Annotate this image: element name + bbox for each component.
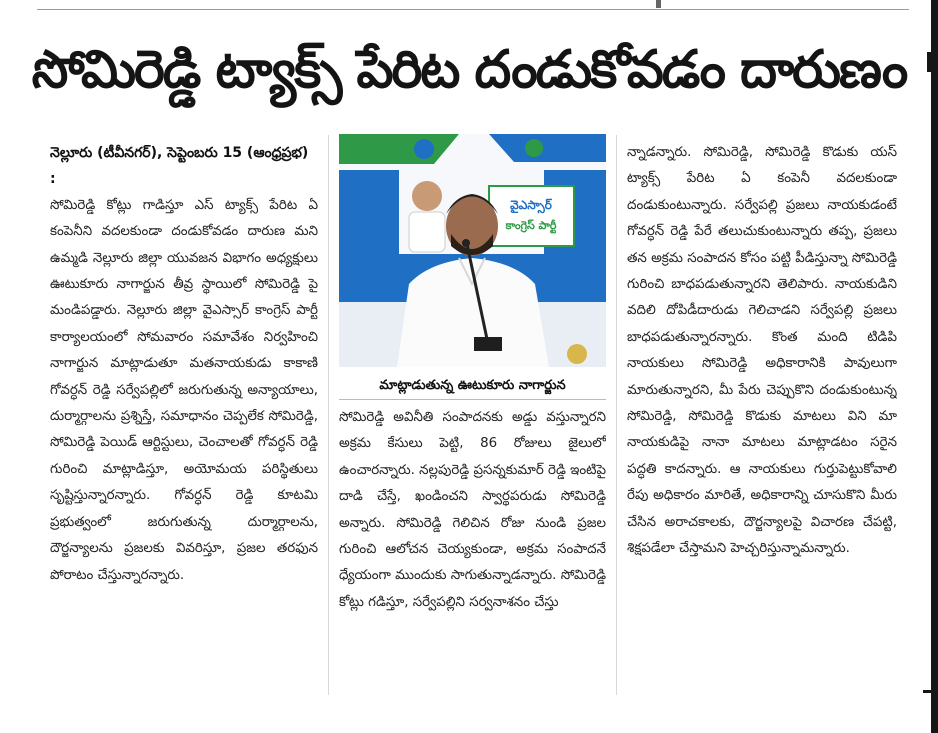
top-mark bbox=[656, 0, 661, 8]
page-edge-stub bbox=[923, 690, 931, 693]
headline: సోమిరెడ్డి ట్యాక్స్ పేరిట దండుకోవడం దారుణం bbox=[31, 40, 907, 100]
column-gutter bbox=[328, 135, 329, 695]
column-2-text: సోమిరెడ్డి అవినీతి సంపాదనకు అడ్డు వస్తున్నారని అక్రమ కేసులు పెట్టి, 86 రోజులు జైలులో ఉంచారన్నారు. నల్లపురెడ్డి ప్రసన్నకుమార్ రెడ్డి ఇంటిపై దాడి చేస్తే, ఖండించని స్వార్థపరుడు సోమిరెడ్డి అన్నారు. సోమిరెడ్డి గెలిచిన రోజు నుండి ప్రజల గురించి ఆలోచన చెయ్యకుండా, అక్రమ సంపాదనే ధ్యేయంగా ముందుకు సాగుతున్నాడన్నారు. సోమిరెడ్డి కోట్లు గడిస్తూ, సర్వేపల్లిని సర్వనాశనం చేస్తు bbox=[339, 410, 606, 610]
article-column-2 bbox=[339, 405, 606, 695]
top-rule bbox=[37, 9, 909, 10]
speaker-photo-illustration bbox=[339, 134, 606, 367]
article-column-3 bbox=[627, 140, 897, 700]
caption-rule bbox=[339, 399, 606, 400]
column-gutter bbox=[616, 135, 617, 695]
article-photo bbox=[339, 134, 606, 367]
photo-caption: మాట్లాడుతున్న ఊటుకూరు నాగార్జున bbox=[379, 378, 566, 393]
banner-text-1: వైఎస్సార్ bbox=[510, 198, 552, 212]
column-3-text: న్నాడన్నారు. సోమిరెడ్డి, సోమిరెడ్డి కొడుకు యస్ ట్యాక్స్ పేరిట ఏ కంపెనీ వదలకుండా దండుకుంటున్నారు. సర్వేపల్లి ప్రజలు నాయకుడంటే గోవర్ధన్ రెడ్డి పేరే తలుచుకుంటున్నారు తప్ప, ప్రజలు తన అక్రమ సంపాదన కోసం పట్టి పీడిస్తున్నా సోమిరెడ్డి గురించి బాధపడుతున్నారని తెలిపారు. నాయకుడిని వదిలి దోపిడీదారుడు గెలిచాడని సర్వేపల్లి ప్రజలు బాధపడుతున్నారన్నారు. కొంత మంది టిడిపి నాయకులు సోమిరెడ్డి అధికారానికి పావులుగా మారుతున్నారని, మీ పేరు చెప్పుకొని దండుకుంటున్న సోమిరెడ్డి, సోమిరెడ్డి కొడుకు మాటలు విని మా నాయకుడిపై నానా మాటలు మాట్లాడటం సరైన పద్ధతి కాదన్నారు. ఆ నాయకులు గుర్తుపెట్టుకోవాలి రేపు అధికారం మారితే, అధికారాన్ని చూసుకొని మీరు చేసిన అరాచకాలకు, దౌర్జన్యాలపై విచారణ చేపట్టి, శిక్షపడేలా చేస్తామని హెచ్చరిస్తున్నామన్నారు. bbox=[627, 145, 897, 557]
page-edge-tab bbox=[927, 52, 931, 72]
dateline: నెల్లూరు (టీవీనగర్), సెప్టెంబరు 15 (ఆంధ్రప్రభ) : bbox=[50, 145, 309, 188]
banner-text-2: కాంగ్రెస్ పార్టీ bbox=[505, 219, 557, 232]
column-1-text: సోమిరెడ్డి కోట్లు గాడిస్తూ ఎస్ ట్యాక్స్ పేరిట ఏ కంపెనీని వదలకుండా దండుకోవడం దారుణ మని ఉమ్మడి నెల్లూరు జిల్లా యువజన విభాగం అధ్యక్షులు ఊటుకూరు నాగార్జున తీవ్ర స్థాయిలో సోమిరెడ్డి పై మండిపడ్డారు. నెల్లూరు జిల్లా వైఎస్సార్ కాంగ్రెస్ పార్టీ కార్యాలయంలో సోమవారం సమావేశం నిర్వహించి నాగార్జున మాట్లాడుతూ మతనాయకుడు కాకాణి గోవర్ధన్ రెడ్డి సర్వేపల్లిలో జరుగుతున్న అన్యాయాలు, దుర్మార్గాలను ప్రశ్నిస్తే, సమాధానం చెప్పలేక సోమిరెడ్డి, సోమిరెడ్డి పెయిడ్ ఆర్టిస్టులు, చెంచాలతో గోవర్ధన్ రెడ్డి గురించి మాట్లాడిస్తూ, అయోమయ పరిస్థితులు సృష్టిస్తున్నారన్నారు. గోవర్ధన్ రెడ్డి కూటమి ప్రభుత్వంలో జరుగుతున్న దుర్మార్గాలను, దౌర్జన్యాలను ప్రజలకు వివరిస్తూ, ప్రజల తరఫున పోరాటం చేస్తున్నారన్నారు. bbox=[50, 197, 318, 583]
article-column-1 bbox=[50, 140, 318, 700]
page-edge-bar bbox=[931, 0, 938, 733]
